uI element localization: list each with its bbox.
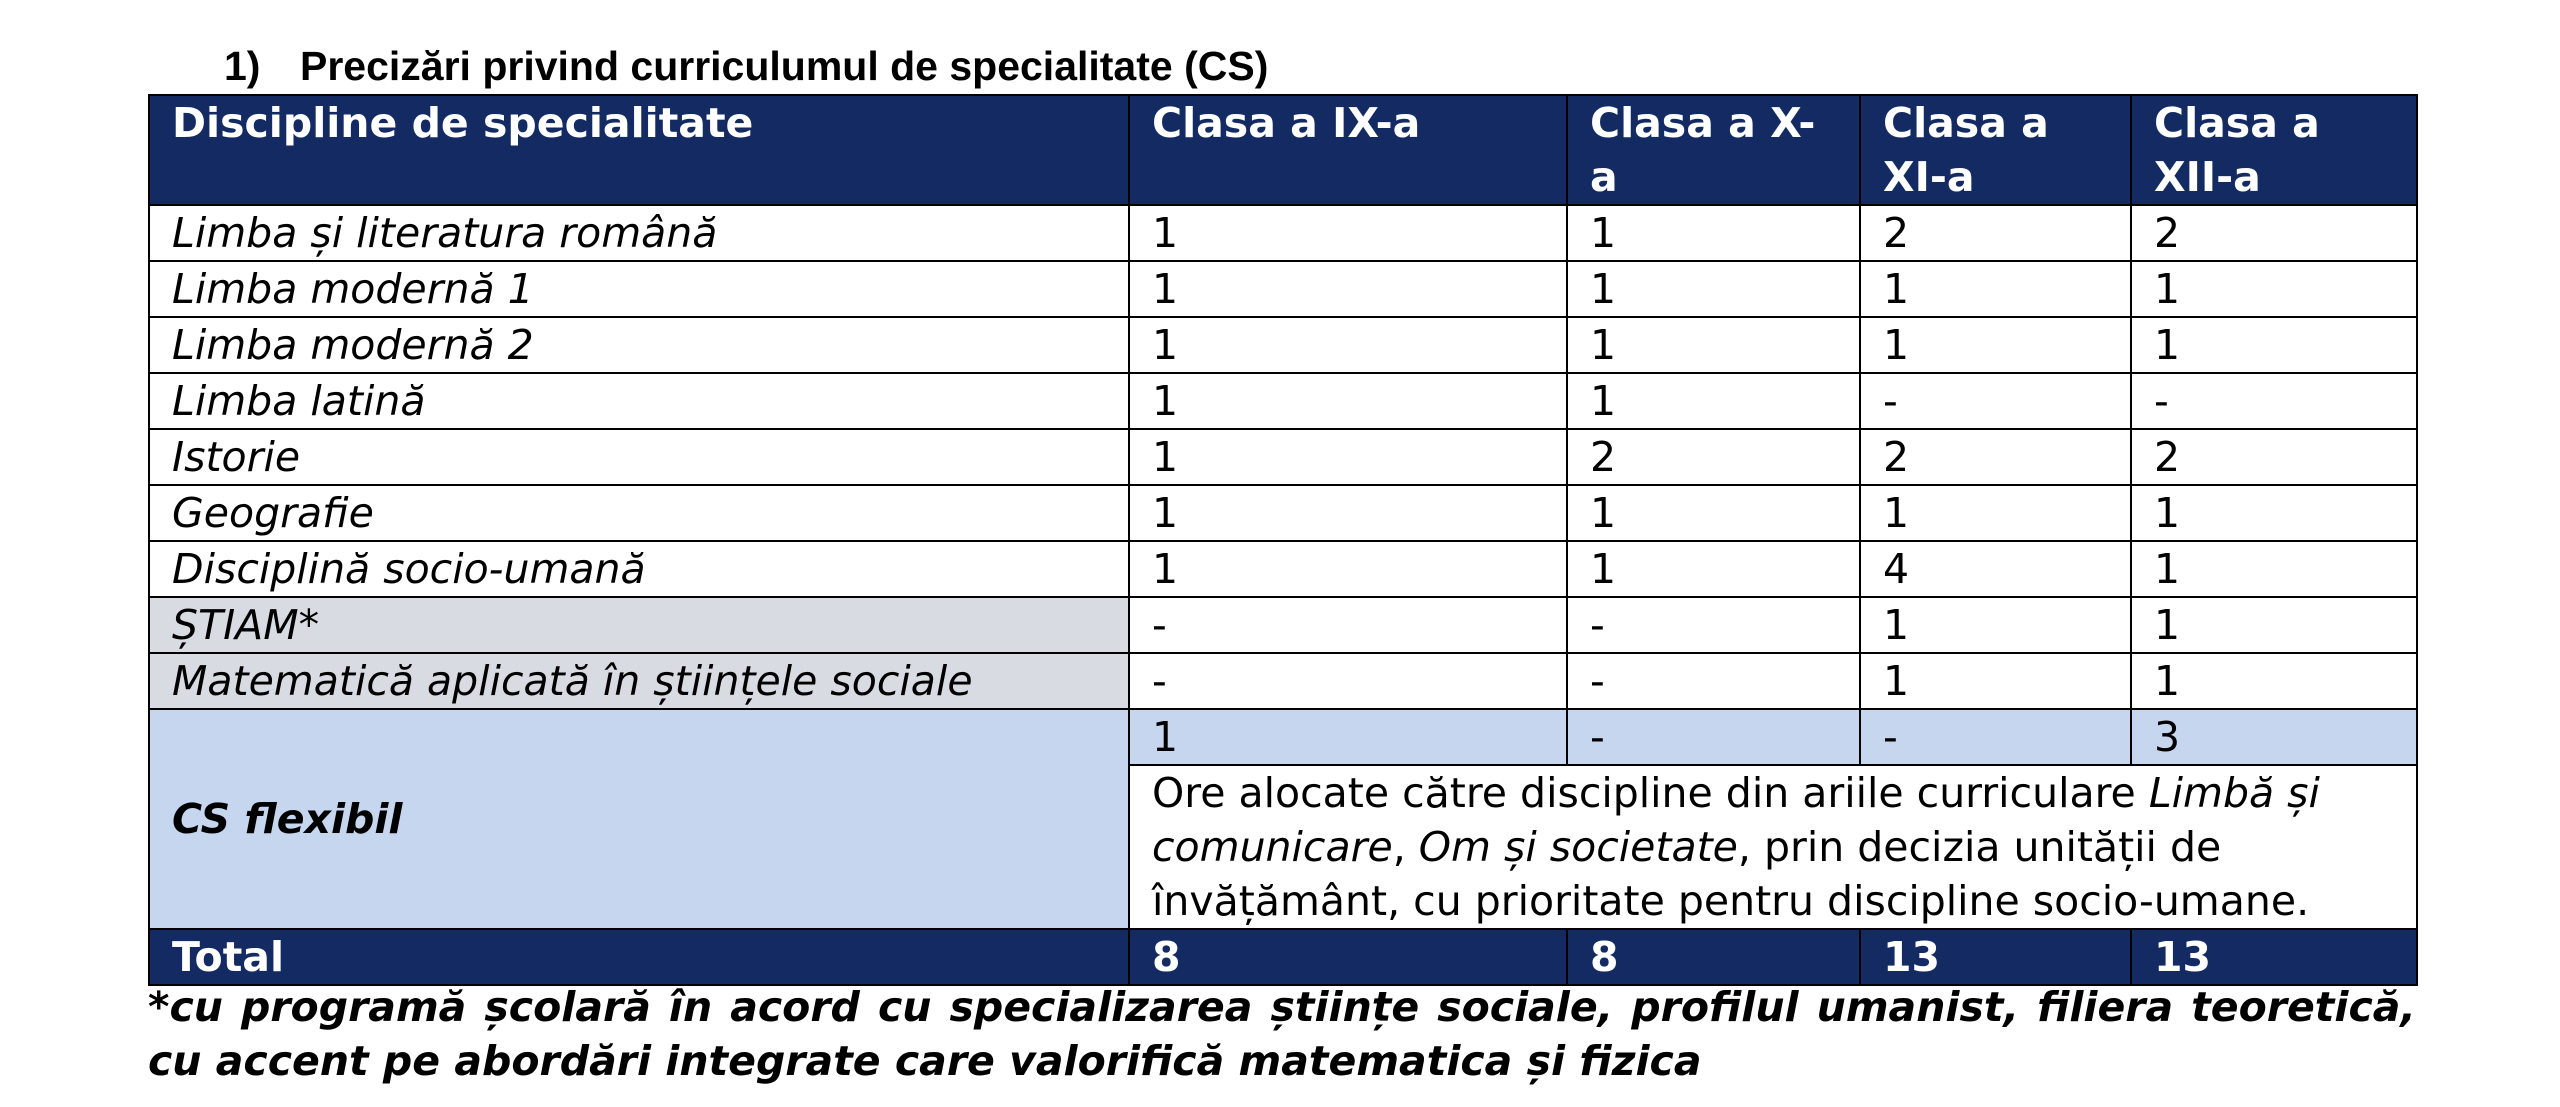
section-number: 1) [224, 43, 261, 89]
hours-cell: 1 [2131, 541, 2417, 597]
hours-cell: - [1567, 709, 1860, 765]
hours-cell: 1 [1129, 541, 1567, 597]
table-row [149, 653, 2417, 709]
cs-flexibil-note [1129, 765, 2417, 929]
hours-cell: 1 [1567, 373, 1860, 429]
hours-cell: 1 [1860, 261, 2131, 317]
note-area-1: Limbă și comunicare [1152, 769, 2320, 871]
discipline-name: Istorie [149, 429, 1129, 485]
hours-cell: 1 [2131, 597, 2417, 653]
discipline-name: Limba și literatura română [149, 205, 1129, 261]
table-row [149, 429, 2417, 485]
total-label: Total [149, 929, 1129, 985]
hours-cell: 2 [1567, 429, 1860, 485]
table-row [149, 541, 2417, 597]
note-text: , prin decizia unității de învățământ, cu prioritate pentru discipline socio-umane. [1152, 823, 2310, 925]
table-row [149, 261, 2417, 317]
header-disciplines: Discipline de specialitate [149, 95, 1129, 205]
hours-cell: 1 [1129, 317, 1567, 373]
hours-cell: - [2131, 373, 2417, 429]
hours-cell: - [1129, 597, 1567, 653]
table-row [149, 373, 2417, 429]
hours-cell: 1 [1567, 205, 1860, 261]
discipline-name: Limba modernă 2 [149, 317, 1129, 373]
note-text: , [1392, 823, 1419, 871]
cs-flexibil-label: CS flexibil [149, 709, 1129, 929]
note-text: Ore alocate către discipline din ariile curriculare [1152, 769, 2149, 817]
hours-cell: 3 [2131, 709, 2417, 765]
hours-cell: 1 [1129, 485, 1567, 541]
footnote: *cu programă școlară în acord cu specializarea științe sociale, profilul umanist, filiera teoretică, cu accent pe abordări integrate care valorifică matematica și fizica [148, 983, 2416, 1085]
hours-cell: - [1860, 709, 2131, 765]
curriculum-table [148, 94, 2418, 986]
header-grade-11: Clasa a XI-a [1860, 95, 2131, 205]
hours-cell: 1 [1567, 317, 1860, 373]
hours-cell: 1 [1567, 541, 1860, 597]
total-cell: 8 [1567, 929, 1860, 985]
hours-cell: 1 [1860, 597, 2131, 653]
header-grade-10: Clasa a X-a [1567, 95, 1860, 205]
hours-cell: - [1129, 653, 1567, 709]
discipline-name: Matematică aplicată în științele sociale [149, 653, 1129, 709]
note-area-2: Om și societate [1418, 823, 1738, 871]
hours-cell: 1 [1129, 261, 1567, 317]
discipline-name: Disciplină socio-umană [149, 541, 1129, 597]
hours-cell: 1 [1860, 653, 2131, 709]
discipline-name: Limba modernă 1 [149, 261, 1129, 317]
table-row [149, 597, 2417, 653]
hours-cell: 1 [2131, 261, 2417, 317]
table-row [149, 205, 2417, 261]
discipline-name: Geografie [149, 485, 1129, 541]
section-title: Precizări privind curriculumul de specialitate (CS) [300, 43, 1269, 89]
hours-cell: 1 [1567, 261, 1860, 317]
hours-cell: 2 [2131, 205, 2417, 261]
hours-cell: 1 [1567, 485, 1860, 541]
hours-cell: 1 [1129, 709, 1567, 765]
table-header-row [149, 95, 2417, 205]
header-grade-9: Clasa a IX-a [1129, 95, 1567, 205]
hours-cell: 1 [1129, 373, 1567, 429]
discipline-name: Limba latină [149, 373, 1129, 429]
table-row [149, 317, 2417, 373]
total-cell: 13 [2131, 929, 2417, 985]
hours-cell: 1 [2131, 485, 2417, 541]
cs-flexibil-row [149, 709, 2417, 765]
table-row [149, 485, 2417, 541]
total-cell: 13 [1860, 929, 2131, 985]
hours-cell: 2 [1860, 429, 2131, 485]
hours-cell: - [1567, 597, 1860, 653]
header-grade-12: Clasa a XII-a [2131, 95, 2417, 205]
hours-cell: 1 [1860, 485, 2131, 541]
hours-cell: 4 [1860, 541, 2131, 597]
total-cell: 8 [1129, 929, 1567, 985]
hours-cell: 1 [2131, 317, 2417, 373]
hours-cell: 1 [1860, 317, 2131, 373]
hours-cell: 1 [1129, 205, 1567, 261]
hours-cell: - [1567, 653, 1860, 709]
discipline-name: ȘTIAM* [149, 597, 1129, 653]
hours-cell: 1 [2131, 653, 2417, 709]
section-heading [224, 38, 1268, 94]
hours-cell: 1 [1129, 429, 1567, 485]
hours-cell: 2 [2131, 429, 2417, 485]
total-row [149, 929, 2417, 985]
hours-cell: 2 [1860, 205, 2131, 261]
hours-cell: - [1860, 373, 2131, 429]
